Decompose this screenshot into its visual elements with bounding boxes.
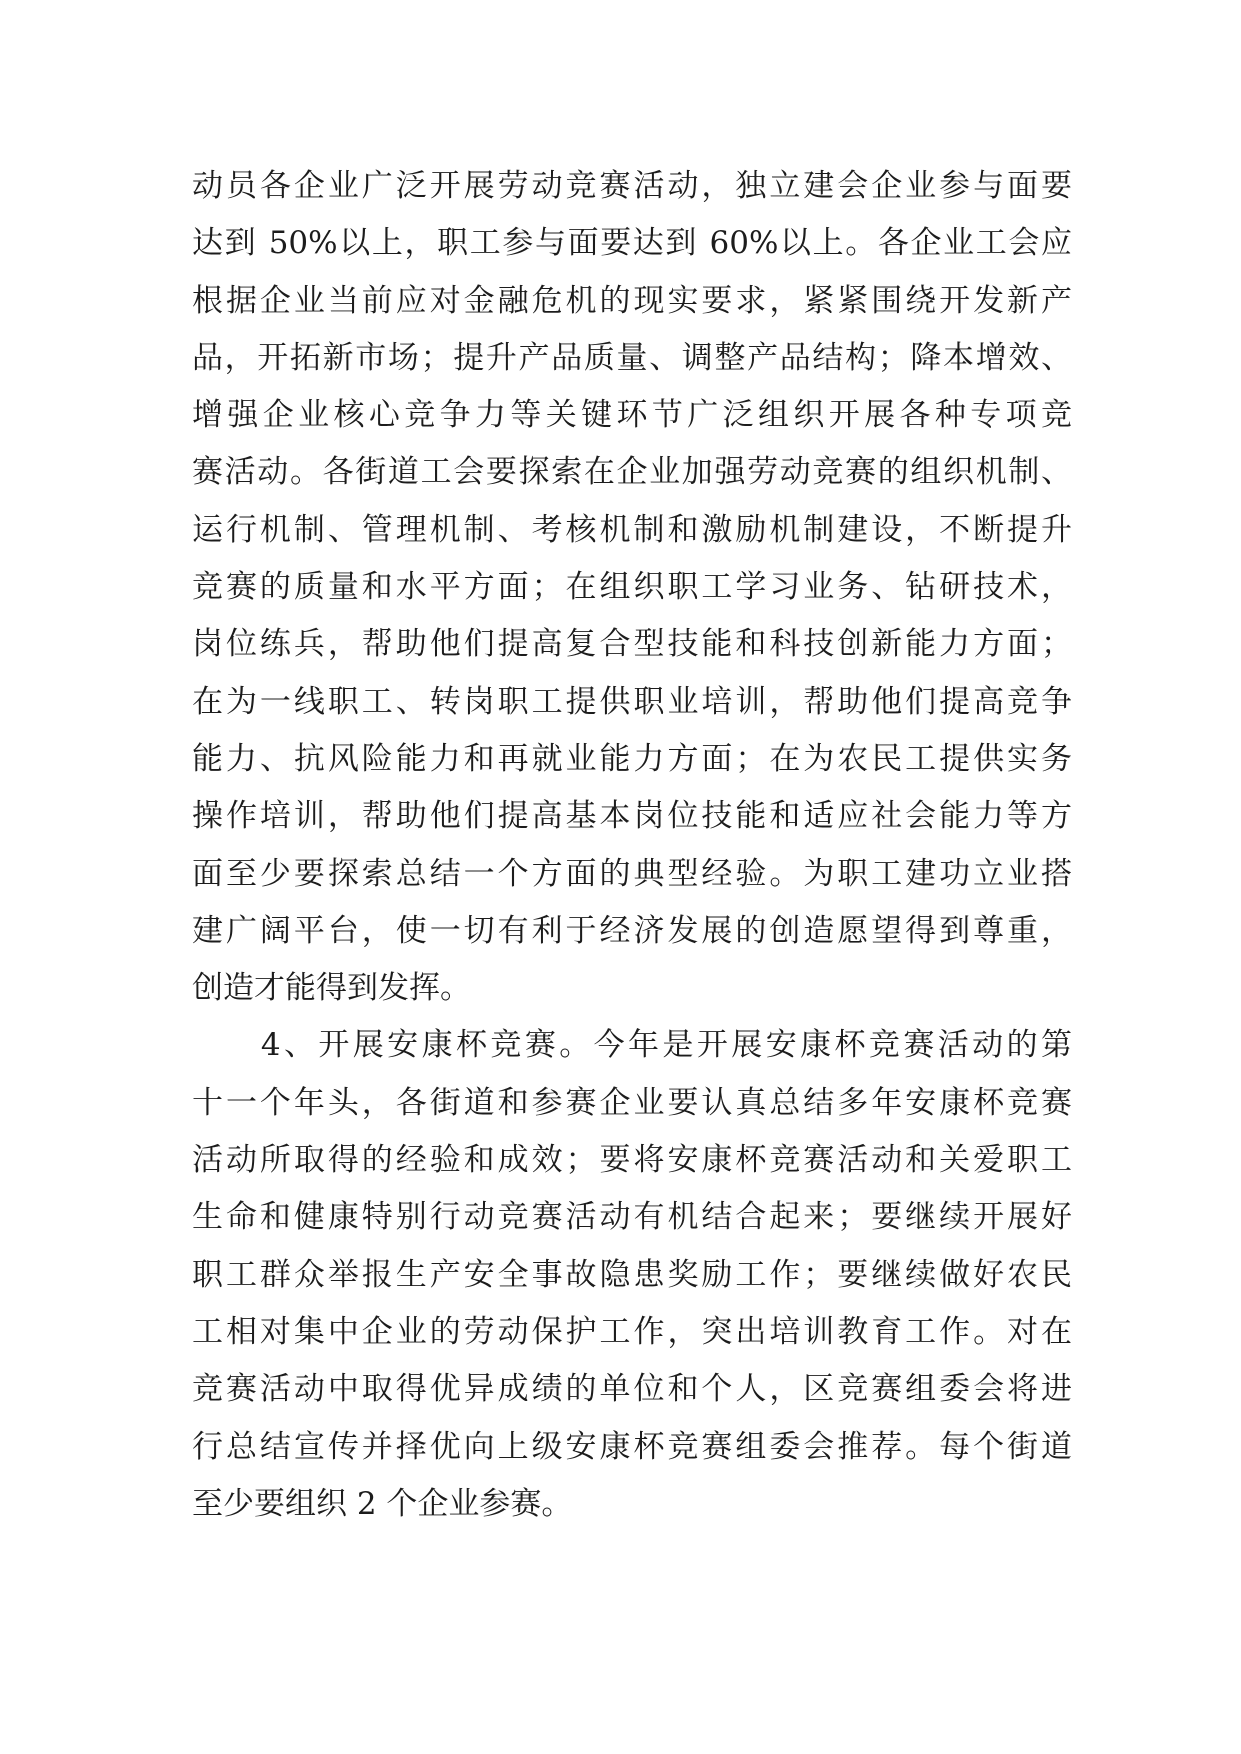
text-line: 职工群众举报生产安全事故隐患奖励工作；要继续做好农民 <box>192 1256 1072 1293</box>
text-line: 竞赛的质量和水平方面；在组织职工学习业务、钻研技术， <box>192 569 1072 606</box>
text-line: 竞赛活动中取得优异成绩的单位和个人，区竞赛组委会将进 <box>192 1371 1072 1408</box>
text-line: 行总结宣传并择优向上级安康杯竞赛组委会推荐。每个街道 <box>192 1428 1072 1465</box>
text-line: 面至少要探索总结一个方面的典型经验。为职工建功立业搭 <box>192 855 1072 892</box>
text-line: 在为一线职工、转岗职工提供职业培训，帮助他们提高竞争 <box>192 683 1072 720</box>
text-line: 达到 50%以上，职工参与面要达到 60%以上。各企业工会应 <box>192 225 1072 262</box>
text-line: 操作培训，帮助他们提高基本岗位技能和适应社会能力等方 <box>192 798 1072 835</box>
text-line: 活动所取得的经验和成效；要将安康杯竞赛活动和关爱职工 <box>192 1142 1072 1179</box>
text-line: 能力、抗风险能力和再就业能力方面；在为农民工提供实务 <box>192 740 1072 777</box>
text-line: 运行机制、管理机制、考核机制和激励机制建设，不断提升 <box>192 511 1072 548</box>
text-line: 赛活动。各街道工会要探索在企业加强劳动竞赛的组织机制、 <box>192 454 1072 491</box>
text-line: 根据企业当前应对金融危机的现实要求，紧紧围绕开发新产 <box>192 282 1072 319</box>
text-line: 动员各企业广泛开展劳动竞赛活动，独立建会企业参与面要 <box>192 168 1072 204</box>
text-line: 4、开展安康杯竞赛。今年是开展安康杯竞赛活动的第 <box>192 1027 1072 1064</box>
text-line: 岗位练兵，帮助他们提高复合型技能和科技创新能力方面； <box>192 626 1072 663</box>
text-line: 十一个年头，各街道和参赛企业要认真总结多年安康杯竞赛 <box>192 1084 1072 1121</box>
text-line: 生命和健康特别行动竞赛活动有机结合起来；要继续开展好 <box>192 1199 1072 1236</box>
text-line: 创造才能得到发挥。 <box>192 970 471 1007</box>
text-line: 增强企业核心竞争力等关键环节广泛组织开展各种专项竞 <box>192 397 1072 434</box>
text-line: 建广阔平台，使一切有利于经济发展的创造愿望得到尊重， <box>192 912 1072 949</box>
document-body <box>192 158 1072 1533</box>
text-line: 工相对集中企业的劳动保护工作，突出培训教育工作。对在 <box>192 1313 1072 1350</box>
text-line: 品，开拓新市场；提升产品质量、调整产品结构；降本增效、 <box>192 339 1072 376</box>
text-line: 至少要组织 2 个企业参赛。 <box>192 1485 573 1522</box>
